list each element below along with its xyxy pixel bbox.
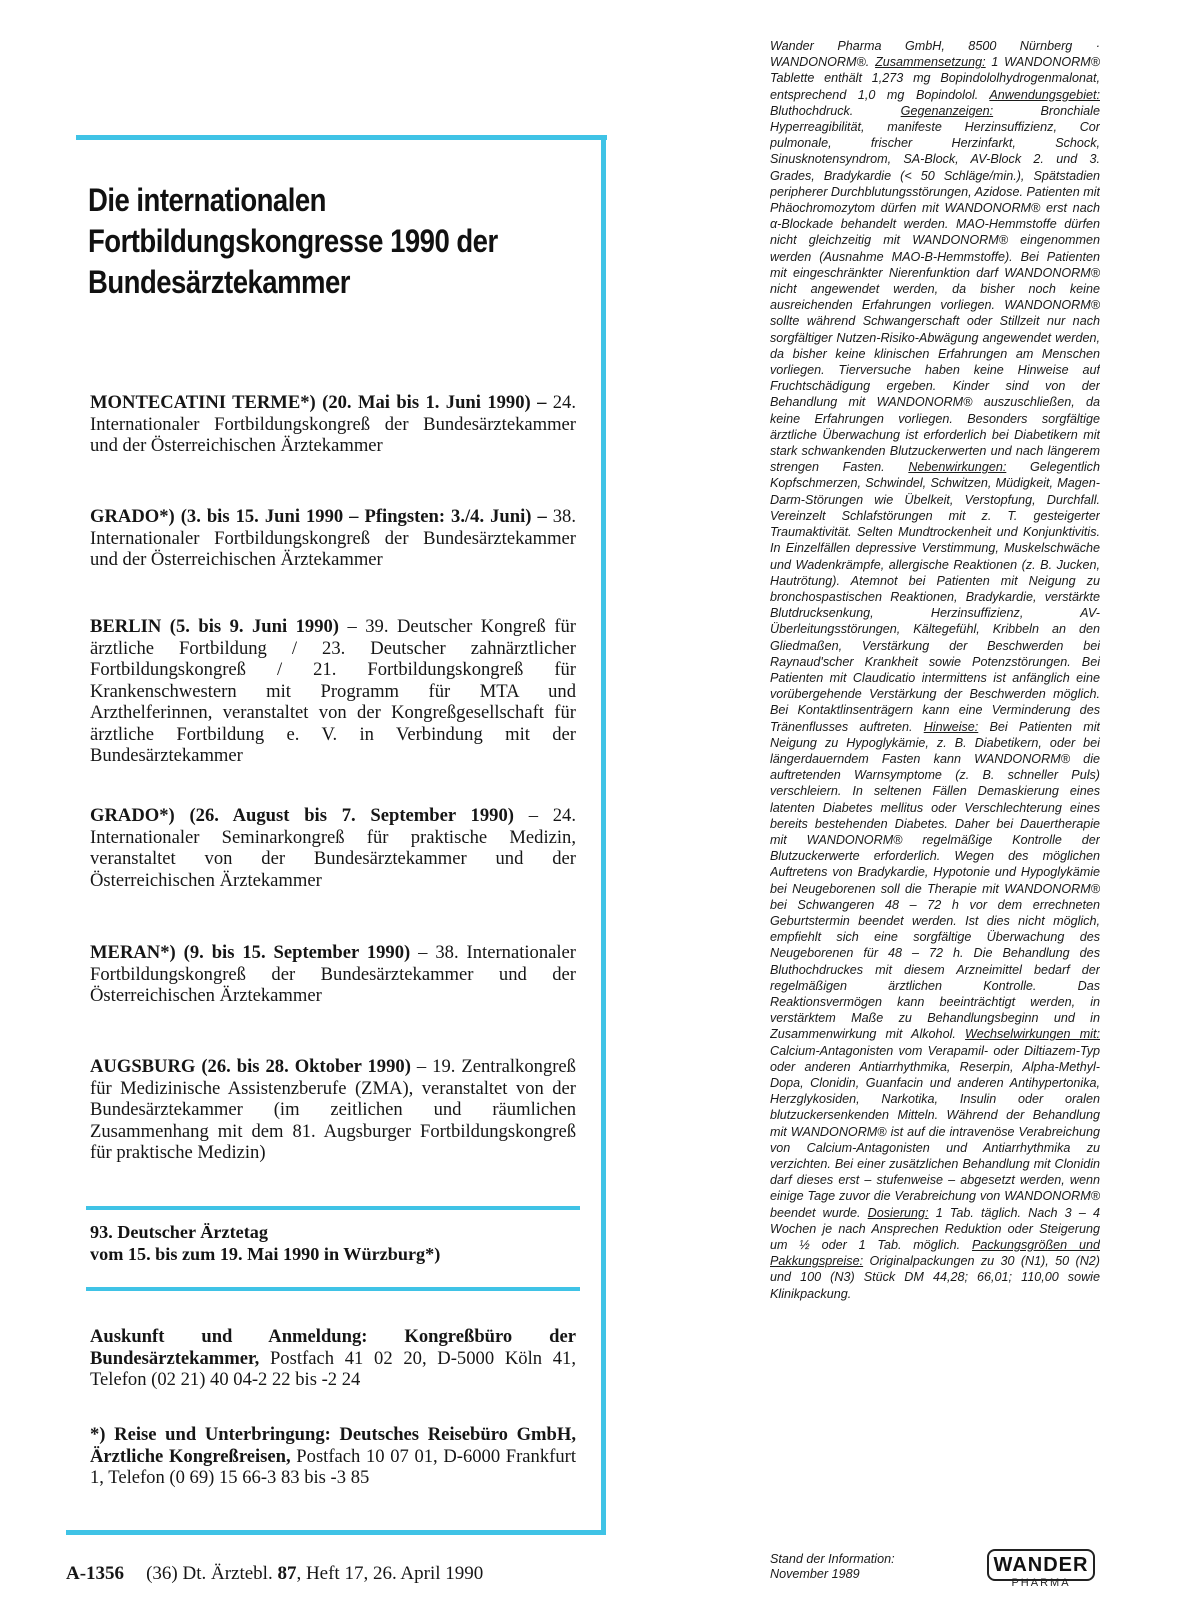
information-date-value: November 1989: [770, 1567, 860, 1581]
contact-lead: *) Reise und Unterbringung: Deutsches Reisebüro GmbH, Ärztliche Kongreßreisen,: [90, 1424, 576, 1467]
divider-rule-bottom: [86, 1287, 580, 1291]
journal-issue: , Heft 17, 26. April 1990: [296, 1563, 484, 1584]
section-text: Wander Pharma GmbH, 8500 Nürnberg · WANDONORM®.: [770, 39, 1100, 70]
section-heading: Gegenanzeigen:: [900, 103, 994, 118]
section-text: Bronchiale Hyperreagibilität, manifeste Herzinsuffizienz, Cor pulmonale, frischer Herzinfarkt, Schock, Sinusknotensyndrom, SA-Block, AV-Block 2. und 3. Grades, Bradykardie (< 50 Schläge/min.), Spätstadien peripherer Durchblutungsstörungen, Azidose. Patienten mit Phäochromozytom dürfen mit WANDONORM® erst nach α-Blockade behandelt werden. MAO-Hemmstoffe dürfen nicht gleichzeitig mit WANDONORM® eingenommen werden (Ausnahme MAO-B-Hemmstoffe). Bei Patienten mit eingeschränkter Nierenfunktion darf WANDONORM® nicht angewendet werden, da bisher noch keine ausreichenden Erfahrungen vorliegen. WANDONORM® sollte während Schwangerschaft oder Stillzeit nur nach sorgfältiger Nutzen-Risiko-Abwägung angewendet werden, da bisher keine klinischen Erfahrungen am Menschen vorliegen. Tierversuche haben keine Hinweise auf Fruchtschädigung ergeben. Kinder sind von der Behandlung mit WANDONORM® auszuschließen, da keine Erfahrungen vorliegen. Besonders sorgfältige ärztliche Überwachung ist erforderlich bei Diabetikern mit stark schwankenden Blutzuckerwerten und nach längerem strengen Fasten.: [770, 103, 1100, 475]
section-text: Originalpackungen zu 30 (N1), 50 (N2) und 100 (N3) Stück DM 44,28; 66,01; 110,00 sowie Klinikpackung.: [770, 1254, 1100, 1301]
page-number: A-1356: [66, 1563, 125, 1584]
journal-volume: 87: [277, 1563, 297, 1584]
frame-top-line: [76, 135, 607, 140]
section-text: 1 WANDONORM® Tablette enthält 1,273 mg Bopindololhydrogenmalonat, entsprechend 1,0 mg Bopindolol.: [770, 55, 1100, 102]
information-date-label: Stand der Information:: [770, 1552, 895, 1566]
congress-entry: [90, 616, 576, 767]
logo-subtitle: PHARMA: [1011, 1577, 1071, 1589]
aerztetag-notice: [90, 1222, 576, 1265]
entry-text: 38. Internationaler Fortbildungskongreß der Bundesärztekammer und der Österreichischen Ärztekammer: [90, 506, 576, 570]
entry-lead: MONTECATINI TERME*) (20. Mai bis 1. Juni 1990) –: [90, 392, 547, 413]
section-heading: Anwendungsgebiet:: [989, 87, 1100, 102]
aerztetag-date: vom 15. bis zum 19. Mai 1990 in Würzburg*): [90, 1243, 441, 1264]
frame-bottom-line: [66, 1530, 606, 1535]
page-footer: [66, 1563, 483, 1585]
pharma-info-text: [770, 38, 1100, 1550]
section-heading: Hinweise:: [923, 719, 979, 734]
entry-lead: AUGSBURG (26. bis 28. Oktober 1990): [90, 1056, 411, 1077]
wander-pharma-logo: [987, 1549, 1097, 1593]
entry-text: – 39. Deutscher Kongreß für ärztliche Fortbildung / 23. Deutscher zahnärztlicher Fortbildungskongreß / 21. Fortbildungskongreß für Krankenschwestern mit Programm für MTA und Arzthelferinnen, veranstaltet von der Kongreßgesellschaft für ärztliche Fortbildung e. V. in Verbindung mit der Bundesärztekammer: [90, 616, 576, 766]
contact-travel: [90, 1424, 576, 1489]
frame-right-line: [601, 135, 606, 1535]
entry-text: 24. Internationaler Fortbildungskongreß der Bundesärztekammer und der Österreichischen Ärztekammer: [90, 392, 576, 456]
contact-text: Postfach 41 02 20, D-5000 Köln 41, Telefon (02 21) 40 04-2 22 bis -2 24: [90, 1347, 576, 1390]
congress-entry: [90, 805, 576, 891]
congress-entry: [90, 392, 576, 457]
congress-entry: [90, 1056, 576, 1164]
entry-text: – 19. Zentralkongreß für Medizinische Assistenzberufe (ZMA), veranstaltet von der Bundesärztekammer (im zeitlichen und räumlichen Zusammenhang mit dem 81. Augsburger Fortbildungskongreß für praktische Medizin): [90, 1056, 576, 1163]
section-heading: Zusammensetzung:: [875, 55, 986, 70]
entry-lead: MERAN*) (9. bis 15. September 1990): [90, 942, 411, 963]
contact-registration: [90, 1326, 576, 1391]
section-heading: Nebenwirkungen:: [908, 460, 1007, 475]
page-title: Die internationalen Fortbildungskongresse 1990 der Bundesärztekammer: [88, 182, 498, 300]
contact-lead: Auskunft und Anmeldung: Kongreßbüro der Bundesärztekammer,: [90, 1326, 576, 1369]
section-text: Bei Patienten mit Neigung zu Hypoglykämie, z. B. Diabetikern, oder bei längerdauerndem Fasten kann WANDONORM® die auftretenden Warnsymptome (z. B. schneller Puls) verschleiern. In seltenen Fällen Demaskierung eines latenten Diabetes mellitus oder Verschlechterung eines bereits bestehenden Diabetes. Daher bei Dauertherapie mit WANDONORM® regelmäßige Kontrolle der Blutzuckerwerte erforderlich. Wegen des möglichen Auftretens von Bradykardie, Hypotonie und Hypoglykämie bei Neugeborenen soll die Therapie mit WANDONORM® bei Schwangeren 48 – 72 h vor dem errechneten Geburtstermin beendet werden. Ist dies nicht möglich, empfiehlt sich eine sorgfältige Überwachung des Neugeborenen für 48 – 72 h. Die Behandlung des Bluthochdruckes mit diesem Arzneimittel bedarf der regelmäßigen ärztlichen Kontrolle. Das Reaktionsvermögen kann beeinträchtigt werden, in verstärktem Maße zu Behandlungsbeginn und in Zusammenwirkung mit Alkohol.: [770, 719, 1100, 1042]
entry-text: – 38. Internationaler Fortbildungskongreß der Bundesärztekammer und der Österreichischen Ärztekammer: [90, 942, 576, 1006]
section-text: Calcium-Antagonisten vom Verapamil- oder Diltiazem-Typ oder anderen Antiarrhythmika, Reserpin, Alpha-Methyl-Dopa, Clonidin, Guanfacin und anderen Antihypertonika, Herzglykosiden, Narkotika, Insulin oder oralen blutzuckersenkenden Mitteln. Während der Behandlung mit WANDONORM® ist auf die intravenöse Verabreichung von Calcium-Antagonisten und Antiarrhythmika zu verzichten. Bei einer zusätzlichen Behandlung mit Clonidin darf dieses erst – stufenweise – abgesetzt werden, wenn einige Tage zuvor die Verabreichung von WANDONORM® beendet wurde.: [770, 1043, 1100, 1220]
congress-entry: [90, 506, 576, 571]
congress-entry: [90, 942, 576, 1007]
journal-reference: (36) Dt. Ärztebl.: [146, 1563, 273, 1584]
entry-lead: GRADO*) (3. bis 15. Juni 1990 – Pfingsten: 3./4. Juni) –: [90, 506, 547, 527]
entry-text: – 24. Internationaler Seminarkongreß für praktische Medizin, veranstaltet von der Bundesärztekammer und der Österreichischen Ärztekammer: [90, 805, 576, 891]
section-text: 1 Tab. täglich. Nach 3 – 4 Wochen je nach Ansprechen Reduktion oder Steigerung um ½ oder 1 Tab. möglich.: [770, 1205, 1100, 1253]
section-heading: Dosierung:: [867, 1205, 929, 1220]
entry-lead: GRADO*) (26. August bis 7. September 1990): [90, 805, 514, 826]
section-heading: Wechselwirkungen mit:: [965, 1027, 1100, 1042]
section-heading: Packungsgrößen und Pakkungspreise:: [770, 1238, 1100, 1269]
divider-rule-top: [86, 1206, 580, 1210]
section-text: Bluthochdruck.: [770, 103, 901, 118]
logo-wordmark: WANDER: [987, 1549, 1095, 1581]
section-text: Gelegentlich Kopfschmerzen, Schwindel, Schwitzen, Müdigkeit, Magen-Darm-Störungen wie Übelkeit, Verstopfung, Durchfall. Vereinzelt Schlafstörungen mit z. T. gesteigerter Traumaktivität. Selten Mundtrockenheit und Konjunktivitis. In Einzelfällen depressive Verstimmung, Muskelschwäche und Wadenkrämpfe, allergische Reaktionen (z. B. Jucken, Hautrötung). Atemnot bei Patienten mit Neigung zu bronchospastischen Reaktionen, Bradykardie, verstärkte Blutdrucksenkung, Herzinsuffizienz, AV-Überleitungsstörungen, Kältegefühl, Kribbeln an den Gliedmaßen, Verstärkung der Beschwerden bei Raynaud'scher Krankheit sowie Potenzstörungen. Bei Patienten mit Claudicatio intermittens ist anfänglich eine vorübergehende Verstärkung der Beschwerden möglich. Bei Kontaktlinsenträgern kann eine Verminderung des Tränenflusses auftreten.: [770, 460, 1100, 734]
information-date: [770, 1552, 980, 1582]
contact-text: Postfach 10 07 01, D-6000 Frankfurt 1, Telefon (0 69) 15 66-3 83 bis -3 85: [90, 1445, 576, 1488]
entry-lead: BERLIN (5. bis 9. Juni 1990): [90, 616, 339, 637]
aerztetag-title: 93. Deutscher Ärztetag: [90, 1222, 268, 1242]
